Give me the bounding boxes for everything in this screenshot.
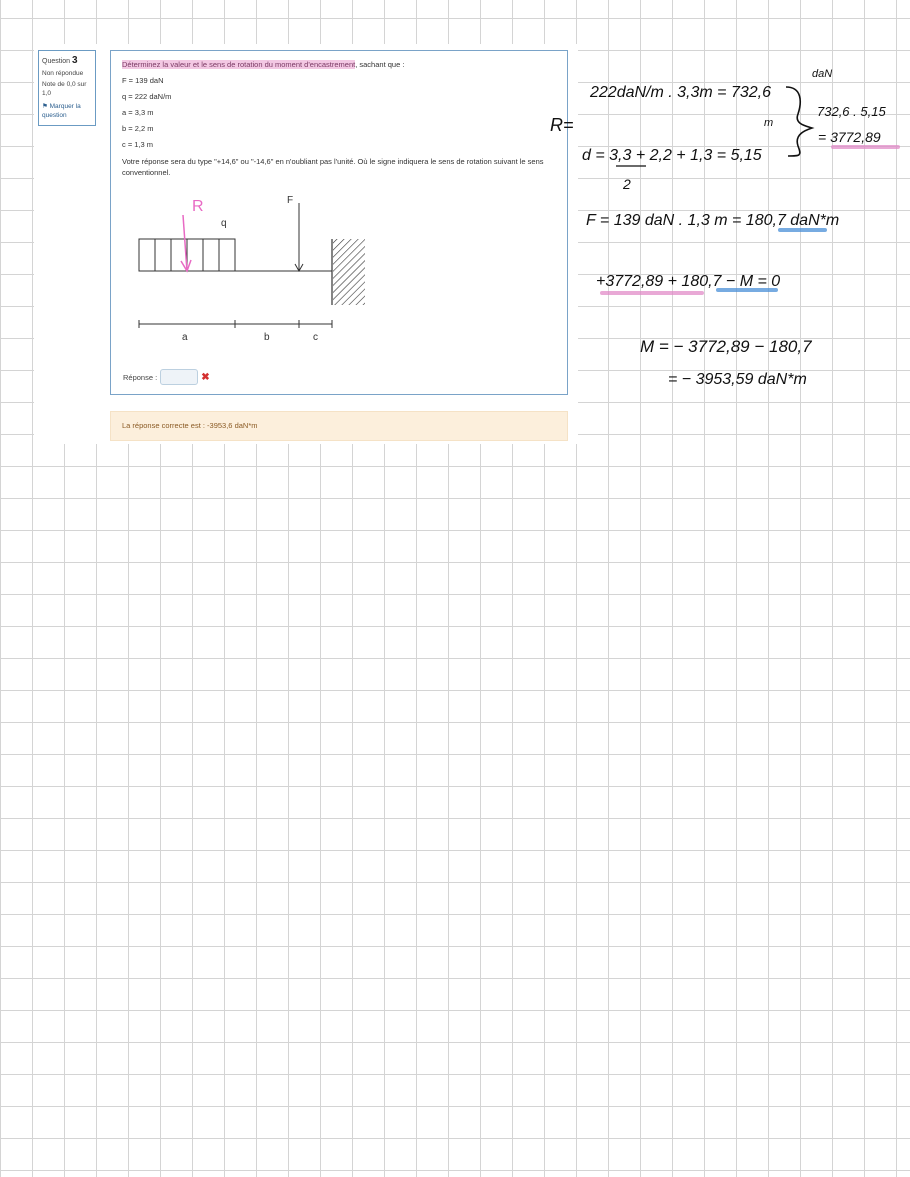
question-number-value: 3 [71,55,78,66]
given-b: b = 2,2 m [122,124,154,133]
flag-question-link[interactable] [42,103,92,121]
question-label: Question [42,58,71,65]
note-line2-unit: m [764,117,774,129]
answer-input[interactable] [160,369,198,385]
fixed-support [332,239,365,305]
dim-label-c: c [313,332,318,343]
note-line1: 222daN/m . 3,3m = 732,6 [590,84,771,101]
prompt-highlight: Déterminez la valeur et le sens de rotation du moment d'encastrement [122,60,356,69]
resultant-r-arrow [183,215,187,271]
given-c: c = 1,3 m [122,140,154,149]
dimension-line [139,320,332,328]
question-prompt [122,59,556,75]
flag-label: Marquer la question [42,102,81,119]
beam-diagram [127,187,387,352]
answer-row [123,369,210,385]
note-line3: F = 139 daN . 1,3 m = 180,7 daN*m [586,212,840,229]
feedback-text: La réponse correcte est : -3953,6 daN*m [122,421,258,430]
note-line5: M = − 3772,89 − 180,7 [640,337,812,356]
question-grade: Note de 0,0 sur 1,0 [42,81,87,98]
given-q: q = 222 daN/m [122,92,172,101]
handwritten-notes [540,50,910,410]
question-info-box [38,50,96,126]
note-brace [786,87,812,156]
note-brace-result: = 3772,89 [818,129,881,145]
incorrect-icon: ✖ [201,371,210,383]
dim-label-b: b [264,332,270,343]
dim-label-a: a [182,332,188,343]
note-line2-denominator: 2 [623,176,631,192]
given-f: F = 139 daN [122,76,164,85]
flag-icon: ⚑ [42,102,48,110]
question-instructions: Votre réponse sera du type "+14,6" ou "-14,6" en n'oubliant pas l'unité. Où le signe indiquera le sens de rotation suivant le sens conventionnel. [122,157,544,177]
prompt-rest: , sachant que : [355,60,405,69]
correct-answer-feedback [110,411,568,441]
note-line6: = − 3953,59 daN*m [668,371,807,388]
question-number [42,54,92,68]
label-r: R [192,198,204,215]
note-line1-unit: daN [812,68,833,80]
label-q: q [221,218,227,229]
question-status: Non répondue [42,69,84,77]
quiz-area [34,44,578,444]
label-f: F [287,195,294,206]
note-r-label: R= [550,115,574,135]
note-brace-top: 732,6 . 5,15 [817,104,886,119]
answer-label: Réponse : [123,372,158,382]
note-line2: d = 3,3 + 2,2 + 1,3 = 5,15 [582,147,762,164]
note-line4: +3772,89 + 180,7 − M = 0 [596,273,781,290]
given-a: a = 3,3 m [122,108,154,117]
question-box [110,50,568,395]
